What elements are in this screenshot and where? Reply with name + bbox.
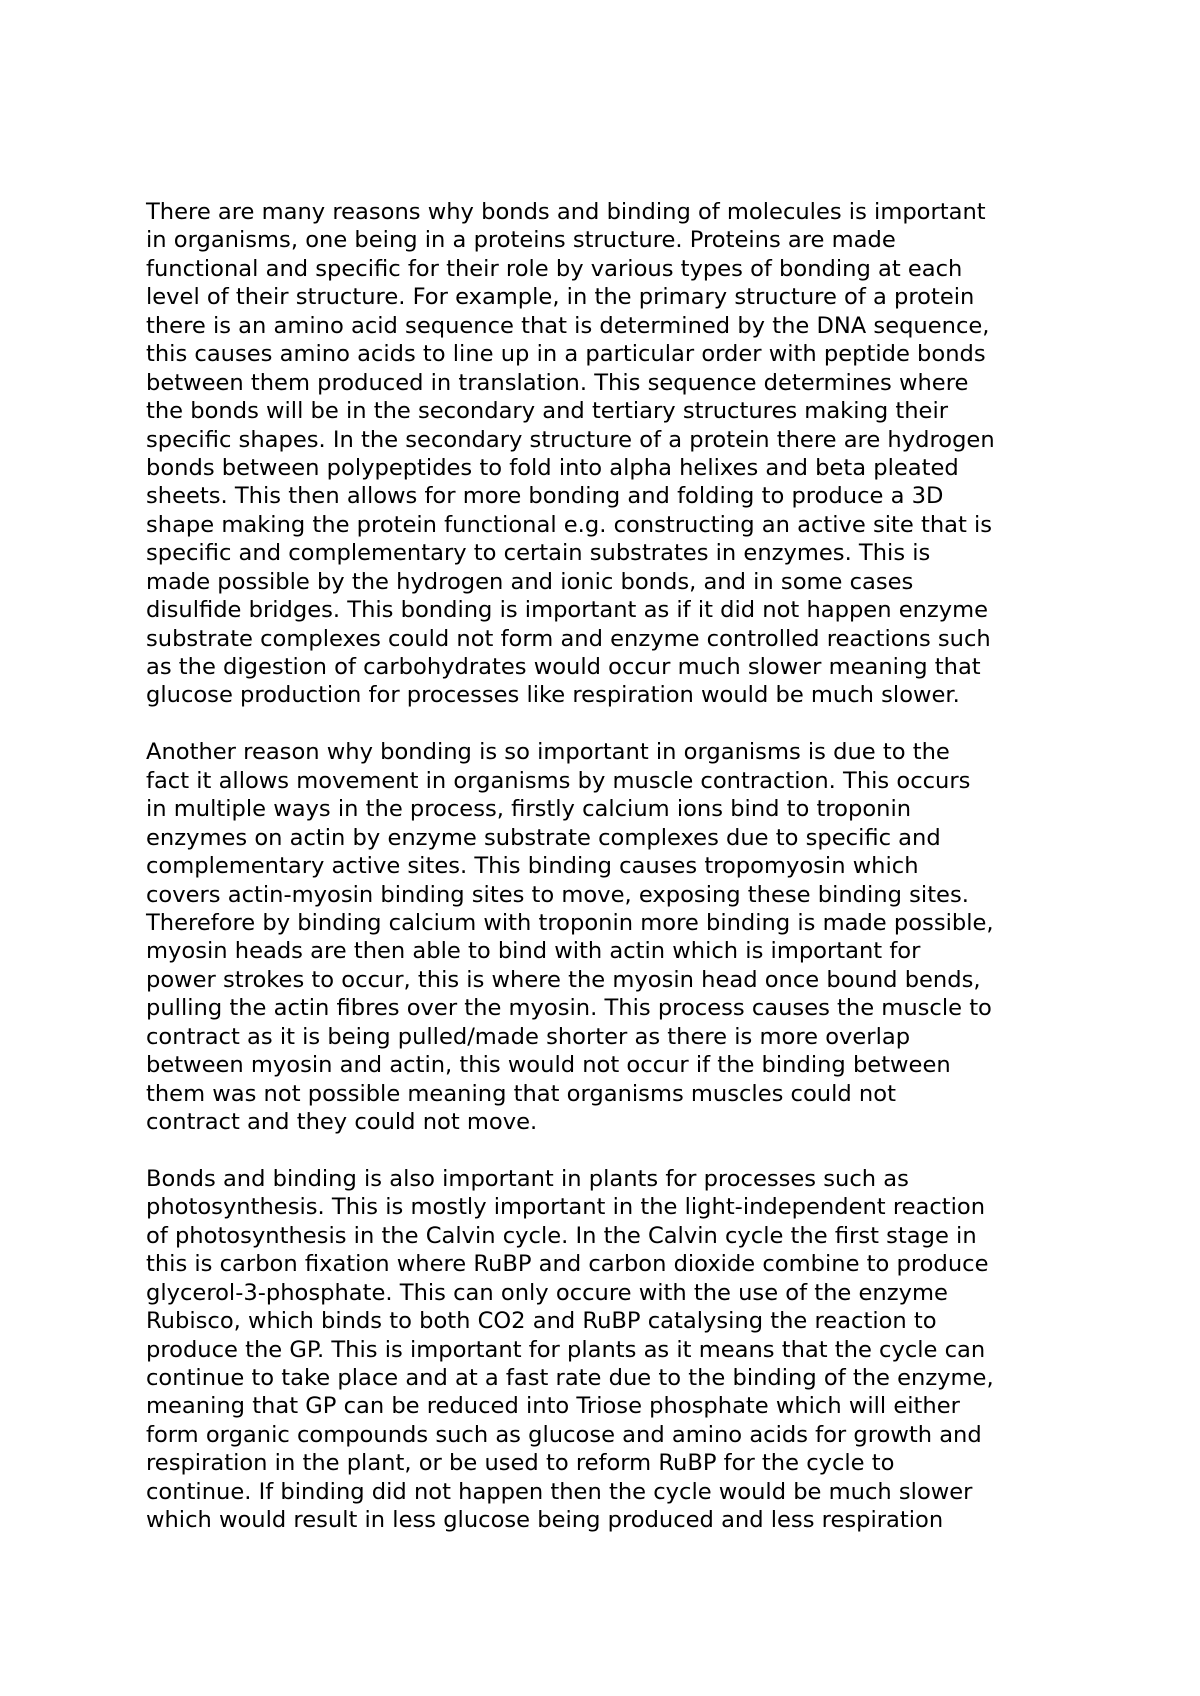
text-line: between myosin and actin, this would not occur if the binding between xyxy=(146,1052,951,1079)
text-line: in multiple ways in the process, firstly calcium ions bind to troponin xyxy=(146,796,912,823)
text-line: covers actin-myosin binding sites to move, exposing these binding sites. xyxy=(146,881,969,908)
text-line: continue. If binding did not happen then the cycle would be much slower xyxy=(146,1478,973,1505)
text-line: specific shapes. In the secondary structure of a protein there are hydrogen xyxy=(146,426,995,453)
text-line: fact it allows movement in organisms by muscle contraction. This occurs xyxy=(146,767,971,794)
text-line: of photosynthesis in the Calvin cycle. In the Calvin cycle the first stage in xyxy=(146,1222,977,1249)
text-line: complementary active sites. This binding causes tropomyosin which xyxy=(146,853,919,880)
document-body xyxy=(146,198,1076,1535)
text-line: this is carbon fixation where RuBP and carbon dioxide combine to produce xyxy=(146,1251,989,1278)
paragraph-1 xyxy=(146,198,1076,710)
text-line: in organisms, one being in a proteins structure. Proteins are made xyxy=(146,227,896,254)
text-line: them was not possible meaning that organisms muscles could not xyxy=(146,1080,896,1107)
text-line: bonds between polypeptides to fold into alpha helixes and beta pleated xyxy=(146,454,959,481)
text-line: continue to take place and at a fast rate due to the binding of the enzyme, xyxy=(146,1364,994,1391)
text-line: contract and they could not move. xyxy=(146,1109,538,1135)
text-line: this causes amino acids to line up in a particular order with peptide bonds xyxy=(146,341,986,368)
text-line: form organic compounds such as glucose and amino acids for growth and xyxy=(146,1421,982,1448)
text-line: sheets. This then allows for more bonding and folding to produce a 3D xyxy=(146,483,944,510)
text-line: contract as it is being pulled/made shorter as there is more overlap xyxy=(146,1023,911,1050)
text-line: power strokes to occur, this is where the myosin head once bound bends, xyxy=(146,966,981,993)
text-line: functional and specific for their role by various types of bonding at each xyxy=(146,255,963,282)
text-line: specific and complementary to certain substrates in enzymes. This is xyxy=(146,540,931,567)
text-line: respiration in the plant, or be used to reform RuBP for the cycle to xyxy=(146,1450,895,1477)
text-line: as the digestion of carbohydrates would occur much slower meaning that xyxy=(146,654,981,680)
text-line: disulfide bridges. This bonding is important as if it did not happen enzyme xyxy=(146,597,989,624)
text-line: glycerol-3-phosphate. This can only occure with the use of the enzyme xyxy=(146,1279,948,1306)
text-line: made possible by the hydrogen and ionic bonds, and in some cases xyxy=(146,568,914,595)
text-line: glucose production for processes like respiration would be much slower. xyxy=(146,682,960,709)
text-line: which would result in less glucose being produced and less respiration xyxy=(146,1507,944,1534)
text-line: between them produced in translation. This sequence determines where xyxy=(146,369,969,396)
text-line: there is an amino acid sequence that is determined by the DNA sequence, xyxy=(146,312,990,339)
text-line: substrate complexes could not form and enzyme controlled reactions such xyxy=(146,625,991,652)
text-line: There are many reasons why bonds and binding of molecules is important xyxy=(146,199,986,225)
text-line: Therefore by binding calcium with troponin more binding is made possible, xyxy=(146,909,994,936)
text-line: produce the GP. This is important for plants as it means that the cycle can xyxy=(146,1336,986,1363)
text-line: level of their structure. For example, in the primary structure of a protein xyxy=(146,284,975,311)
text-line: pulling the actin fibres over the myosin. This process causes the muscle to xyxy=(146,995,992,1022)
text-line: myosin heads are then able to bind with actin which is important for xyxy=(146,938,921,965)
text-line: the bonds will be in the secondary and tertiary structures making their xyxy=(146,398,949,425)
paragraph-3 xyxy=(146,1165,1076,1535)
text-line: shape making the protein functional e.g. constructing an active site that is xyxy=(146,511,993,538)
text-line: enzymes on actin by enzyme substrate complexes due to specific and xyxy=(146,824,941,851)
text-line: Another reason why bonding is so important in organisms is due to the xyxy=(146,739,950,766)
paragraph-2 xyxy=(146,738,1076,1136)
text-line: meaning that GP can be reduced into Triose phosphate which will either xyxy=(146,1393,960,1420)
text-line: Bonds and binding is also important in plants for processes such as xyxy=(146,1165,909,1192)
text-line: Rubisco, which binds to both CO2 and RuBP catalysing the reaction to xyxy=(146,1308,937,1335)
text-line: photosynthesis. This is mostly important in the light-independent reaction xyxy=(146,1194,986,1221)
